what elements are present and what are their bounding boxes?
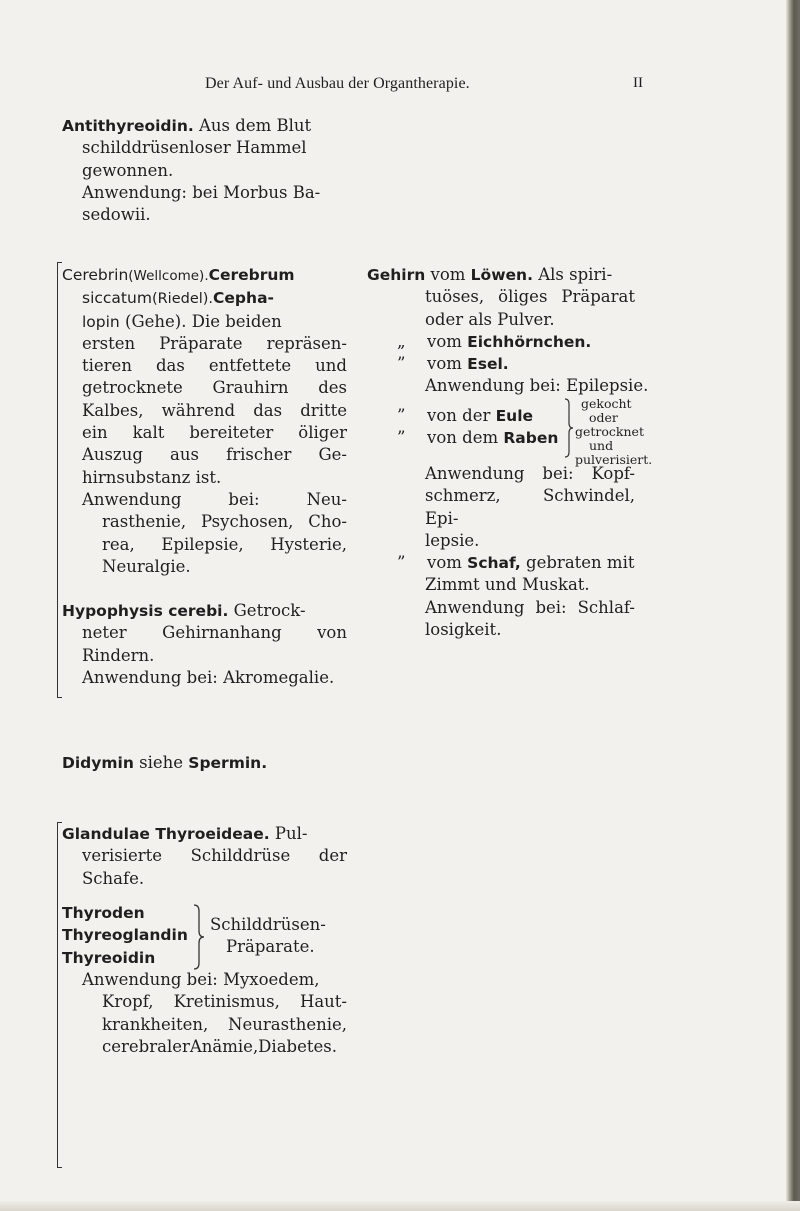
entry-text: Anwendung bei: Epilepsie. [425,376,649,396]
entry-text: hirnsubstanz ist. [82,467,222,487]
note-line: und [589,438,614,453]
entry-lemma: Cepha- [213,289,274,308]
entry-lemma: Eichhörnchen. [467,332,592,351]
entry-text: Neuralgie. [102,556,191,576]
entry-text: oder als Pulver. [425,309,555,329]
brace-icon [563,397,575,459]
page-number: II [633,75,643,91]
page-bottom-edge [0,1201,800,1211]
entry-text: ein kalt bereiteter öliger [82,423,347,443]
entry-lemma: Esel. [467,355,509,374]
entry-text: Anwendung bei: Myxoedem, [82,970,320,989]
entry-text: gebraten mit [520,553,635,573]
entry-text: neter Gehirnanhang von [82,623,347,643]
entry-text: sedowii. [82,205,151,225]
page-edge-shadow [786,0,800,1211]
ditto-mark: ” [397,406,406,425]
entry-text: getrocknete Grauhirn des [82,378,347,398]
entry-lemma: Hypophysis cerebi. [62,602,229,620]
entry-text: Auszug aus frischer Ge- [82,445,347,465]
brace-icon [192,903,206,971]
entry-text: Kropf, Kretinismus, Haut- [102,992,347,1012]
note-line: getrocknet [575,424,644,439]
eule-raben-list [397,405,567,450]
entry-hypophysis [62,600,347,689]
entry-lemma: Raben [503,429,559,448]
product-name: Thyroden [62,904,145,922]
entry-text: lepsie. [425,530,480,550]
entry-lemma: Eule [495,407,534,425]
running-header [0,75,800,95]
entry-text: gewonnen. [82,160,174,180]
entry-text: (Gehe). Die beiden [119,311,282,331]
entry-lemma: Cerebrum [208,266,295,284]
entry-lemma: lopin [82,312,120,331]
entry-text: krankheiten, Neurasthenie, [102,1014,347,1034]
entry-text: schilddrüsenloser Hammel [82,138,307,158]
entry-text: Rindern. [82,645,155,665]
entry-glandulae [62,823,347,890]
entry-lemma: Glandulae Thyroeideae. [62,825,270,843]
entry-didymin [62,752,362,774]
cross-reference: Spermin. [188,754,268,772]
entry-text: Schafe. [82,868,145,888]
entry-text: losigkeit. [425,620,502,640]
product-note-line: Schilddrüsen- [210,915,326,934]
entry-lemma: Schaf, [467,554,521,573]
entry-lemma: Didymin [62,754,134,772]
entry-text: vom [427,331,468,351]
entry-text: Aus dem Blut [199,116,312,135]
entry-source: (Wellcome). [128,268,209,284]
entry-text: tieren das entfettete und [82,356,347,376]
ditto-mark: ” [397,553,406,573]
entry-text: von der [427,406,496,425]
entry-text: Pul- [269,824,308,843]
entry-text: rea, Epilepsie, Hysterie, [102,534,347,554]
entry-cerebrin [62,264,347,578]
entry-text: verisierte Schilddrüse der [82,846,347,866]
entry-gehirn [367,264,649,398]
ditto-mark: ” [397,428,406,448]
entry-lemma: Antithyreoidin. [62,117,194,135]
ditto-mark: „ [397,331,406,351]
entry-lemma: Gehirn [367,266,426,284]
raben-usage [367,463,635,641]
entry-text: Anwendung: bei Morbus Ba- [82,182,321,202]
entry-text: cerebralerAnämie,Diabetes. [102,1036,337,1056]
product-name: Thyreoglandin [62,926,188,945]
entry-text: ersten Präparate repräsen- [82,333,347,353]
entry-text: schmerz, Schwindel, Epi- [425,486,635,528]
entry-text: Getrock- [228,601,306,620]
entry-text: Anwendung bei: Kopf- [425,464,635,483]
glandulae-usage [62,969,347,1058]
ditto-mark: ” [397,354,406,374]
entry-text: vom [425,265,471,284]
entry-text: Anwendung bei: Schlaf- [425,597,635,617]
entry-lemma: Löwen. [470,266,533,284]
note-line: gekocht [581,396,632,411]
entry-lemma: Cerebrin [62,266,129,284]
entry-text: rasthenie, Psychosen, Cho- [102,512,347,532]
running-title: Der Auf- und Ausbau der Organtherapie. [205,75,470,92]
entry-text: von dem [427,428,504,448]
entry-text: Anwendung bei: Neu- [82,489,347,509]
entry-text: Anwendung bei: Akromegalie. [82,667,335,687]
entry-lemma: siccatum [82,289,152,308]
entry-text: Kalbes, während das dritte [82,400,347,420]
note-line: oder [589,410,618,425]
product-note [210,914,350,959]
entry-text: siehe [133,753,189,772]
entry-text: vom [427,553,468,573]
entry-antithyreoidin [62,115,352,226]
entry-text: Zimmt und Muskat. [425,575,590,595]
entry-text: vom [427,354,468,374]
entry-source: (Riedel). [151,291,214,308]
preparation-note [575,396,653,467]
product-list [62,902,212,969]
product-note-line: Präparate. [226,937,315,957]
entry-text: tuöses, öliges Präparat [425,287,635,307]
note-line: pulverisiert. [575,452,653,467]
entry-text: Als spiri- [532,265,613,284]
product-name: Thyreoidin [62,948,156,967]
